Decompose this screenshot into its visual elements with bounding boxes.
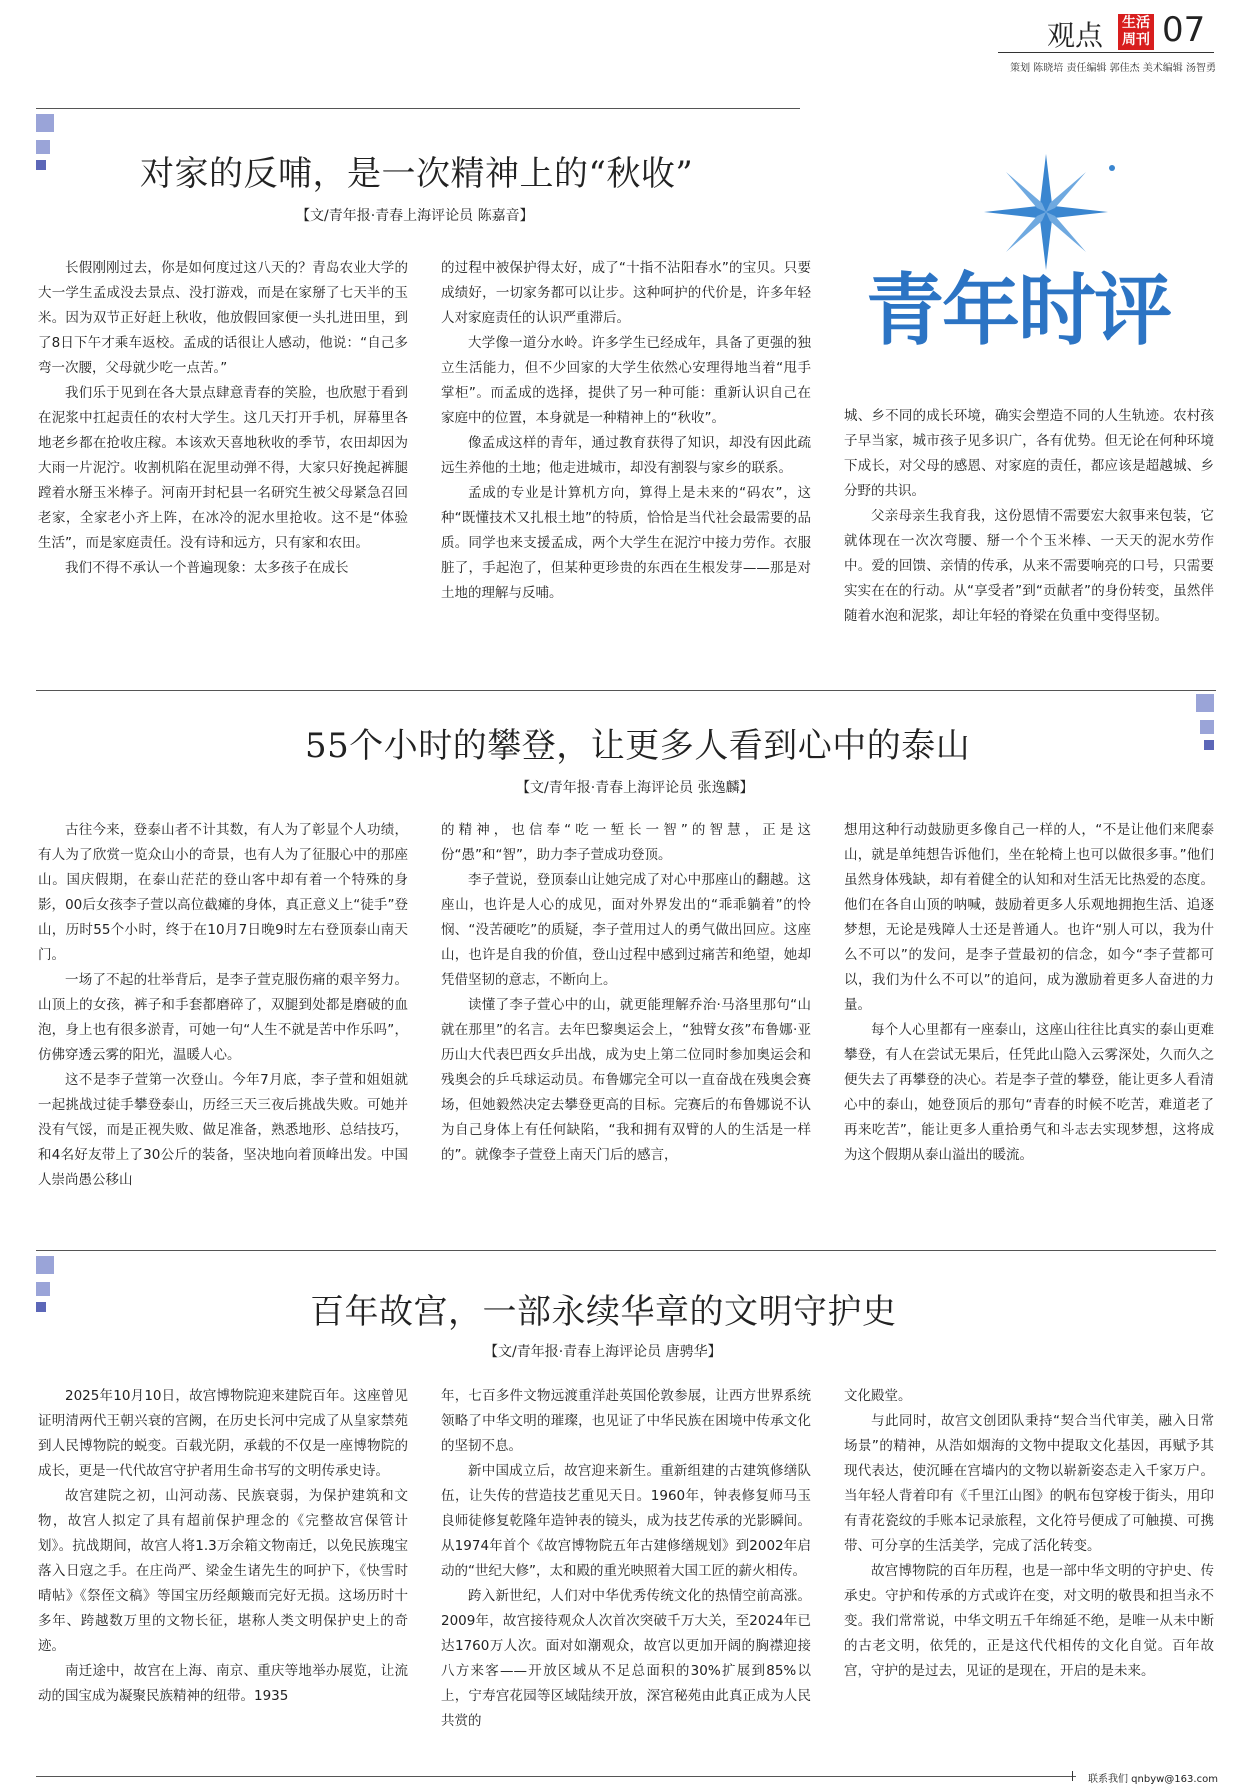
article-1-column-1 [38, 256, 408, 656]
editor-credits: 策划 陈晓培 责任编辑 郭佳杰 美术编辑 汤智勇 [1010, 63, 1216, 74]
paragraph: 故宫博物院的百年历程，也是一部中华文明的守护史、传承史。守护和传承的方式或许在变，对文明的敬畏和担当永不变。我们常常说，中华文明五千年绵延不绝，是唯一从未中断的古老文明，依凭的，正是这代代相传的文化自觉。百年故宫，守护的是过去，见证的是现在，开启的是未来。 [844, 1563, 1214, 1679]
footer-rule [36, 1776, 1076, 1777]
paragraph: 想用这种行动鼓励更多像自己一样的人，“不是让他们来爬泰山，就是单纯想告诉他们，坐在轮椅上也可以做很多事。”他们虽然身体残缺，却有着健全的认知和对生活无比热爱的态度。他们在各自山顶的呐喊，鼓励着更多人乐观地拥抱生活、追逐梦想，无论是残障人士还是普通人。也许“别人可以，我为什么不可以”的发问，是李子萱最初的信念，如今“李子萱都可以，我们为什么不可以”的追问，成为激励着更多人奋进的力量。 [844, 822, 1214, 1013]
paragraph: 长假刚刚过去，你是如何度过这八天的？青岛农业大学的大一学生孟成没去景点、没打游戏，而是在家掰了七天半的玉米。因为双节正好赶上秋收，他放假回家便一头扎进田里，到了8日下午才乘车返校。孟成的话很让人感动，他说：“自己多弯一次腰，父母就少吃一点苦。” [38, 260, 408, 376]
paragraph: 南迁途中，故宫在上海、南京、重庆等地举办展览，让流动的国宝成为凝聚民族精神的纽带。1935 [38, 1663, 408, 1704]
paragraph: 2025年10月10日，故宫博物院迎来建院百年。这座曾见证明清两代王朝兴衰的宫阙，在历史长河中完成了从皇家禁苑到人民博物院的蜕变。百载光阴，承载的不仅是一座博物院的成长，更是一代代故宫守护者用生命书写的文明传承史诗。 [38, 1388, 408, 1479]
article-2-top-rule [36, 690, 1216, 691]
column-logo [866, 150, 1218, 360]
paragraph: 李子萱说，登顶泰山让她完成了对心中那座山的翻越。这座山，也许是人心的成见，面对外界发出的“乖乖躺着”的怜悯、“没苦硬吃”的质疑，李子萱用过人的勇气做出回应。这座山，也许是自我的价值，登山过程中感到过痛苦和绝望，她却凭借坚韧的意志，不断向上。 [441, 872, 811, 988]
article-2-title: 55个小时的攀登，让更多人看到心中的泰山 [305, 726, 971, 766]
paragraph: 每个人心里都有一座泰山，这座山往往比真实的泰山更难攀登，有人在尝试无果后，任凭此山隐入云雾深处，久而久之便失去了再攀登的决心。若是李子萱的攀登，能让更多人看清心中的泰山，她登顶后的那句“青春的时候不吃苦，难道老了再来吃苦”，能让更多人重拾勇气和斗志去实现梦想，这将成为这个假期从泰山溢出的暖流。 [844, 1022, 1214, 1163]
paragraph: 故宫建院之初，山河动荡、民族衰弱，为保护建筑和文物，故宫人拟定了具有超前保护理念的《完整故宫保管计划》。抗战期间，故宫人将1.3万余箱文物南迁，以免民族瑰宝落入日寇之手。在庄尚严、梁金生诸先生的呵护下，《快雪时晴帖》《祭侄文稿》等国宝历经颠簸而完好无损。这场历时十多年、跨越数万里的文物长征，堪称人类文明保护史上的奇迹。 [38, 1488, 408, 1654]
paragraph: 文化殿堂。 [844, 1388, 912, 1404]
page-number: 07 [1162, 10, 1206, 50]
contact-info: 联系我们 qnbyw@163.com [1088, 1774, 1218, 1785]
paragraph: 年，七百多件文物远渡重洋赴英国伦敦参展，让西方世界系统领略了中华文明的璀璨，也见证了中华民族在困境中传承文化的坚韧不息。 [441, 1388, 811, 1454]
article-3-top-rule [36, 1250, 1216, 1251]
paragraph: 与此同时，故宫文创团队秉持“契合当代审美，融入日常场景”的精神，从浩如烟海的文物中提取文化基因，再赋予其现代表达，使沉睡在宫墙内的文物以崭新姿态走入千家万户。当年轻人背着印有《千里江山图》的帆布包穿梭于街头，用印有青花瓷纹的手账本记录旅程，文化符号便成了可触摸、可携带、可分享的生活美学，完成了活化转变。 [844, 1413, 1214, 1554]
paragraph: 这不是李子萱第一次登山。今年7月底，李子萱和姐姐就一起挑战过徒手攀登泰山，历经三天三夜后挑战失败。可她并没有气馁，而是正视失败、做足准备，熟悉地形、总结技巧，和4名好友带上了30公斤的装备，坚决地向着顶峰出发。中国人崇尚愚公移山 [38, 1072, 408, 1188]
paragraph: 的过程中被保护得太好，成了“十指不沾阳春水”的宝贝。只要成绩好，一切家务都可以让步。这种呵护的代价是，许多年轻人对家庭责任的认识严重滞后。 [441, 260, 811, 326]
section-title: 观点 [1047, 19, 1104, 52]
paragraph: 我们乐于见到在各大景点肆意青春的笑脸，也欣慰于看到在泥浆中扛起责任的农村大学生。这几天打开手机，屏幕里各地老乡都在抢收庄稼。本该欢天喜地秋收的季节，农田却因为大雨一片泥泞。收割机陷在泥里动弹不得，大家只好挽起裤腿蹚着水掰玉米棒子。河南开封杞县一名研究生被父母紧急召回老家，全家老小齐上阵，在冰冷的泥水里抢收。这不是“体验生活”，而是家庭责任。没有诗和远方，只有家和农田。 [38, 385, 408, 551]
paragraph: 一场了不起的壮举背后，是李子萱克服伤痛的艰辛努力。山顶上的女孩，裤子和手套都磨碎了，双腿到处都是磨破的血泡，身上也有很多淤青，可她一句“人生不就是苦中作乐吗”，仿佛穿透云雾的阳光，温暖人心。 [38, 972, 408, 1063]
paragraph: 古往今来，登泰山者不计其数，有人为了彰显个人功绩，有人为了欣赏一览众山小的奇景，也有人为了征服心中的那座山。国庆假期，在泰山茫茫的登山客中却有着一个特殊的身影，00后女孩李子萱以高位截瘫的身体，真正意义上“徒手”登山，历时55个小时，终于在10月7日晚9时左右登顶泰山南天门。 [38, 822, 408, 963]
newspaper-logo [1118, 14, 1154, 50]
logo-line-1: 生活 [1122, 15, 1150, 31]
article-2-column-1 [38, 818, 408, 1220]
paragraph: 跨入新世纪，人们对中华优秀传统文化的热情空前高涨。2009年，故宫接待观众人次首次突破千万大关，至2024年已达1760万人次。面对如潮观众，故宫以更加开阔的胸襟迎接八方来客——开放区域从不足总面积的30%扩展到85%以上，宁寿宫花园等区域陆续开放，深宫秘苑由此真正成为人民共赏的 [441, 1588, 811, 1729]
footer-divider [1072, 1771, 1073, 1781]
paragraph: 的精神，也信奉“吃一堑长一智”的智慧，正是这份“愚”和“智”，助力李子萱成功登顶。 [441, 822, 811, 863]
article-3-byline: 【文/青年报·青春上海评论员 唐骋华】 [484, 1344, 722, 1360]
header-rule [998, 52, 1214, 53]
paragraph: 孟成的专业是计算机方向，算得上是未来的“码农”，这种“既懂技术又扎根土地”的特质，恰恰是当代社会最需要的品质。同学也来支援孟成，两个大学生在泥泞中接力劳作。衣服脏了，手起泡了，但某种更珍贵的东西在生根发芽——那是对土地的理解与反哺。 [441, 485, 811, 601]
article-1-column-3 [844, 404, 1214, 656]
paragraph: 父亲母亲生我育我，这份恩情不需要宏大叙事来包装，它就体现在一次次弯腰、掰一个个玉米棒、一天天的泥水劳作中。爱的回馈、亲情的传承，从来不需要响亮的口号，只需要实实在在的行动。从“享受者”到“贡献者”的身份转变，虽然伴随着水泡和泥浆，却让年轻的脊梁在负重中变得坚韧。 [844, 508, 1214, 624]
column-logo-text: 青年时评 [866, 266, 1171, 356]
article-1-byline: 【文/青年报·青春上海评论员 陈嘉音】 [296, 208, 534, 224]
paragraph: 读懂了李子萱心中的山，就更能理解乔治·马洛里那句“山就在那里”的名言。去年巴黎奥运会上，“独臂女孩”布鲁娜·亚历山大代表巴西女乒出战，成为史上第二位同时参加奥运会和残奥会的乒乓球运动员。布鲁娜完全可以一直奋战在残奥会赛场，但她毅然决定去攀登更高的目标。完赛后的布鲁娜说不认为自己身体上有任何缺陷，“我和拥有双臂的人的生活是一样的”。就像李子萱登上南天门后的感言， [441, 997, 811, 1163]
article-1-top-rule [36, 108, 800, 109]
logo-line-2: 周刊 [1122, 32, 1150, 48]
article-3-column-3 [844, 1384, 1214, 1764]
article-3-column-2 [441, 1384, 811, 1764]
article-2-column-3 [844, 818, 1214, 1220]
paragraph: 新中国成立后，故宫迎来新生。重新组建的古建筑修缮队伍，让失传的营造技艺重见天日。1960年，钟表修复师马玉良师徒修复乾隆年造钟表的镜头，成为技艺传承的光影瞬间。从1974年首个《故宫博物院五年古建修缮规划》到2002年启动的“世纪大修”，太和殿的重光映照着大国工匠的薪火相传。 [441, 1463, 811, 1579]
article-1-column-2 [441, 256, 811, 656]
paragraph: 城、乡不同的成长环境，确实会塑造不同的人生轨迹。农村孩子早当家，城市孩子见多识广，各有优势。但无论在何种环境下成长，对父母的感恩、对家庭的责任，都应该是超越城、乡分野的共识。 [844, 408, 1214, 499]
article-2-column-2 [441, 818, 811, 1220]
article-3-title: 百年故宫，一部永续华章的文明守护史 [310, 1292, 897, 1332]
article-1-title: 对家的反哺，是一次精神上的“秋收” [140, 154, 694, 194]
paragraph: 像孟成这样的青年，通过教育获得了知识，却没有因此疏远生养他的土地；他走进城市，却没有割裂与家乡的联系。 [441, 435, 811, 476]
paragraph: 我们不得不承认一个普遍现象：太多孩子在成长 [65, 560, 349, 576]
article-3-column-1 [38, 1384, 408, 1764]
paragraph: 大学像一道分水岭。许多学生已经成年，具备了更强的独立生活能力，但不少回家的大学生依然心安理得地当着“甩手掌柜”。而孟成的选择，提供了另一种可能：重新认识自己在家庭中的位置，本身就是一种精神上的“秋收”。 [441, 335, 811, 426]
article-2-byline: 【文/青年报·青春上海评论员 张逸麟】 [516, 780, 754, 796]
